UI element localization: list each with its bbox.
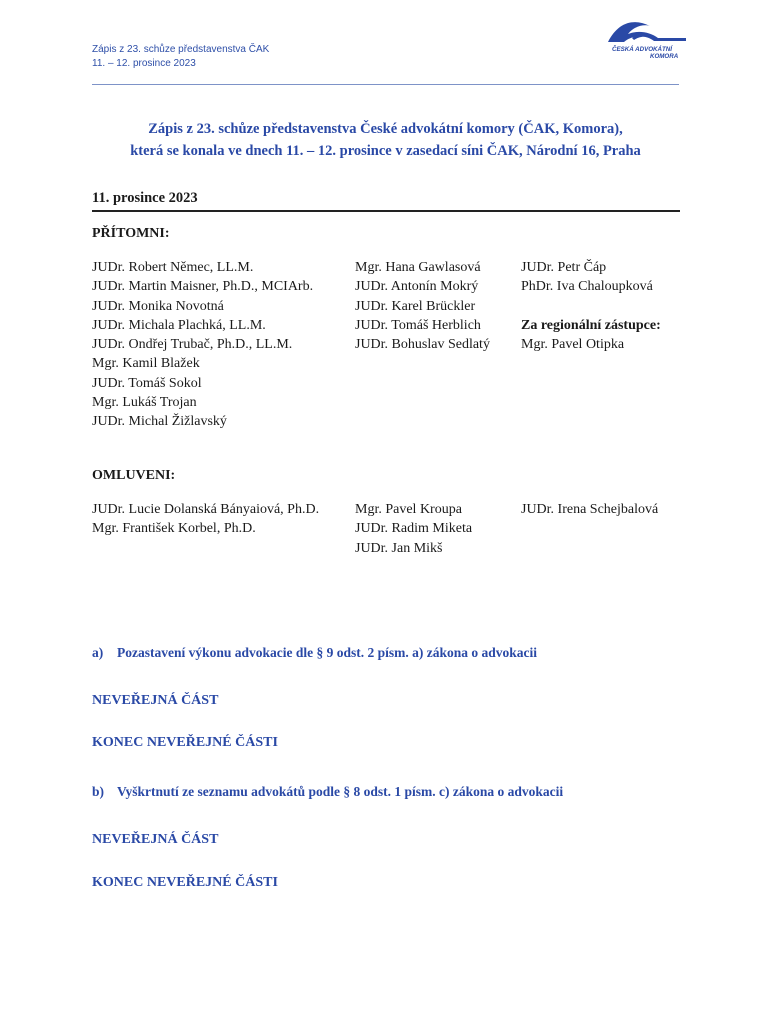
- attendee: Mgr. Kamil Blažek: [92, 356, 200, 372]
- date-divider: [92, 210, 680, 212]
- excused-member: JUDr. Radim Miketa: [355, 521, 473, 537]
- present-column-2: [355, 258, 490, 354]
- date-heading: 11. prosince 2023: [92, 190, 198, 206]
- cak-logo: [604, 14, 688, 62]
- attendee: JUDr. Antonín Mokrý: [355, 279, 479, 295]
- attendee: Mgr. Hana Gawlasová: [355, 260, 481, 275]
- agenda-item-letter: a): [92, 645, 104, 660]
- excused-column-3: [521, 500, 658, 519]
- document-title: [92, 118, 679, 162]
- excused-member: JUDr. Lucie Dolanská Bányaiová, Ph.D.: [92, 502, 320, 517]
- running-header-date: 11. – 12. prosince 2023: [92, 58, 196, 69]
- attendee: JUDr. Robert Němec, LL.M.: [92, 260, 254, 275]
- excused-column-2: [355, 500, 472, 558]
- title-line-2: která se konala ve dnech 11. – 12. prosince v zasedací síni ČAK, Národní 16, Praha: [130, 143, 641, 159]
- agenda-item-letter: b): [92, 784, 105, 799]
- attendee: JUDr. Ondřej Trubač, Ph.D., LL.M.: [92, 337, 293, 353]
- excused-label: OMLUVENI:: [92, 468, 176, 483]
- end-nonpublic-part-heading: KONEC NEVEŘEJNÉ ČÁSTI: [92, 875, 278, 890]
- svg-text:ČESKÁ ADVOKÁTNÍ: ČESKÁ ADVOKÁTNÍ: [612, 46, 672, 53]
- agenda-item-b: [92, 784, 563, 800]
- attendee: PhDr. Iva Chaloupková: [521, 279, 653, 295]
- excused-member: Mgr. Pavel Kroupa: [355, 502, 462, 517]
- attendee: JUDr. Michala Plachká, LL.M.: [92, 317, 266, 333]
- nonpublic-part-heading: NEVEŘEJNÁ ČÁST: [92, 693, 219, 708]
- running-header: [92, 43, 269, 71]
- regional-representatives-label: Za regionální zástupce:: [521, 317, 661, 333]
- header-divider: [92, 84, 679, 85]
- svg-text:KOMORA: KOMORA: [650, 53, 679, 60]
- title-line-1: Zápis z 23. schůze představenstva České advokátní komory (ČAK, Komora),: [148, 121, 623, 137]
- attendee: JUDr. Petr Čáp: [521, 260, 607, 275]
- attendee: JUDr. Bohuslav Sedlatý: [355, 337, 490, 353]
- running-header-title: Zápis z 23. schůze představenstva ČAK: [92, 44, 270, 55]
- attendee: JUDr. Tomáš Herblich: [355, 317, 481, 333]
- excused-column-1: [92, 500, 319, 539]
- attendee: JUDr. Martin Maisner, Ph.D., MCIArb.: [92, 279, 314, 295]
- excused-member: Mgr. František Korbel, Ph.D.: [92, 521, 256, 537]
- nonpublic-part-heading: NEVEŘEJNÁ ČÁST: [92, 832, 219, 847]
- excused-member: JUDr. Irena Schejbalová: [521, 502, 659, 517]
- present-column-1: [92, 258, 313, 432]
- attendee: JUDr. Monika Novotná: [92, 298, 224, 314]
- present-label: PŘÍTOMNI:: [92, 226, 170, 241]
- attendee: JUDr. Michal Žižlavský: [92, 414, 227, 430]
- attendee: JUDr. Karel Brückler: [355, 298, 476, 314]
- attendee: JUDr. Tomáš Sokol: [92, 375, 202, 391]
- agenda-item-text: Pozastavení výkonu advokacie dle § 9 odst. 2 písm. a) zákona o advokacii: [117, 645, 538, 660]
- agenda-item-text: Vyškrtnutí ze seznamu advokátů podle § 8 odst. 1 písm. c) zákona o advokacii: [117, 784, 564, 799]
- agenda-item-a: [92, 645, 537, 661]
- attendee: Mgr. Pavel Otipka: [521, 337, 625, 353]
- excused-member: JUDr. Jan Mikš: [355, 540, 443, 556]
- present-column-3: [521, 258, 661, 354]
- attendee: Mgr. Lukáš Trojan: [92, 395, 197, 411]
- end-nonpublic-part-heading: KONEC NEVEŘEJNÉ ČÁSTI: [92, 735, 278, 750]
